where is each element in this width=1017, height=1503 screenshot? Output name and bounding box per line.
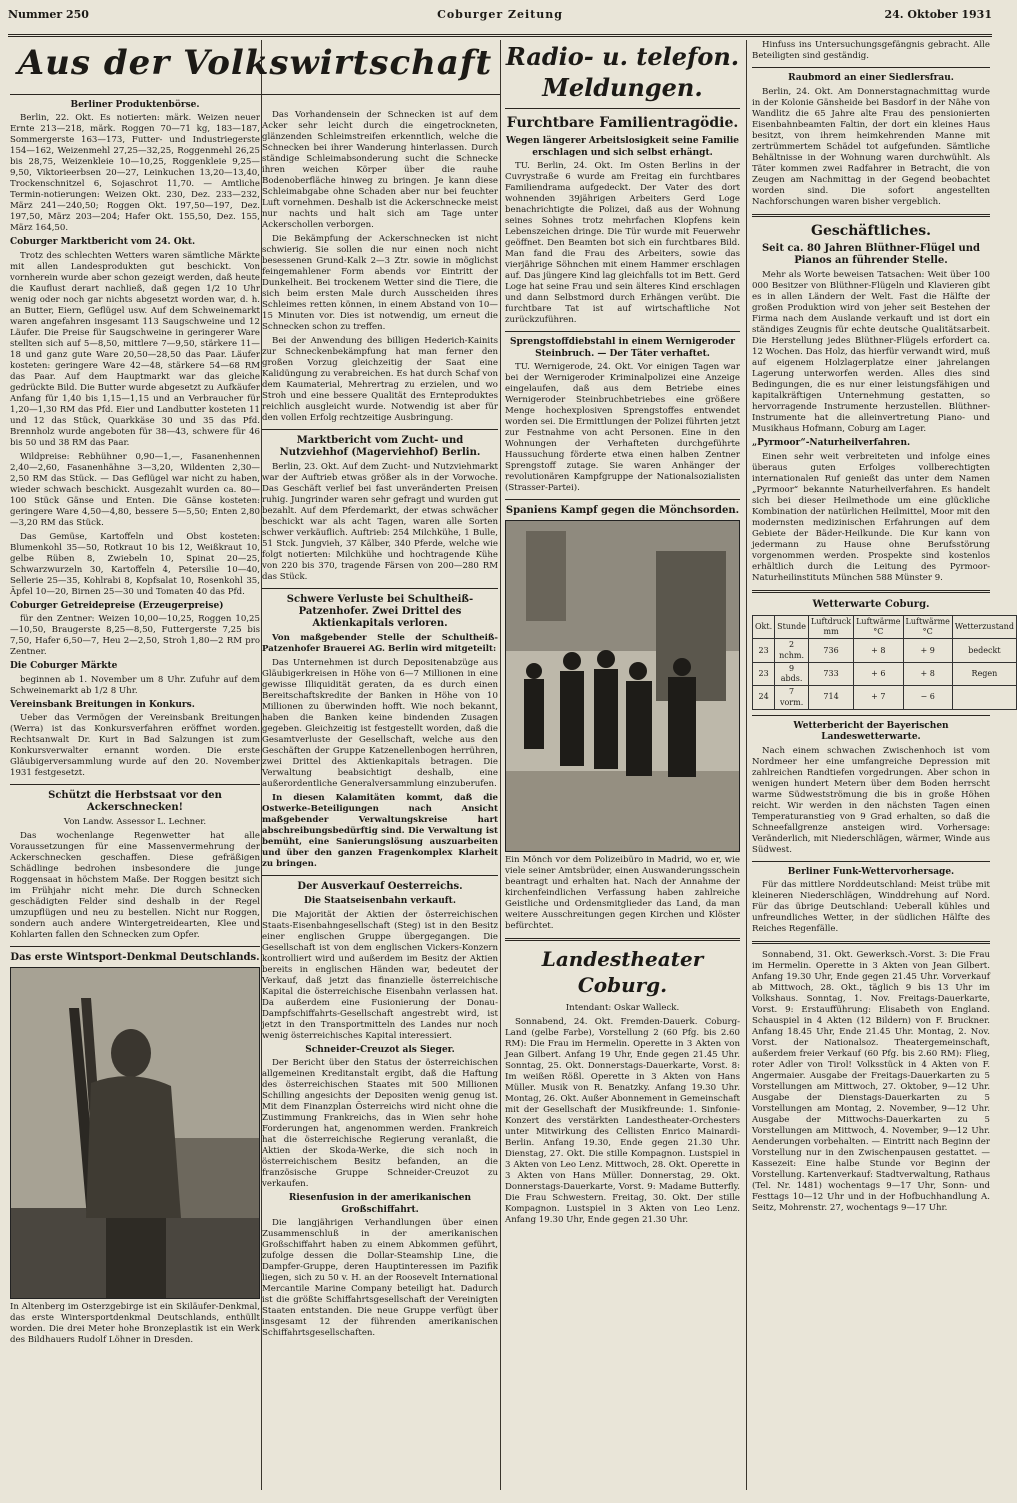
theater-program-continued: Sonnabend, 31. Okt. Gewerksch.-Vorst. 3: Die Frau im Hermelin. Operette in 3 Akten von Jean Gilbert. Anfang 19.30 Uhr, Ende gegen 21.45 Uhr. Vorverkauf ab Mittwoch, 28. Okt., täglich 9 bis 13 Uhr im Volkshaus. Sonntag, 1. Nov. Freitags-Dauerkarte, Vorst. 9: Erstaufführung: Elisabeth von England. Schauspiel in 4 Akten (12 Bildern) von F. Bruckner. Anfang 18.45 Uhr, Ende 21.45 Uhr. Montag, 2. Nov. Vorst. der Nationalsoz. Theatergemeinschaft, außerdem freier Verkauf (60 Pfg. bis 2.60 RM): Flieg, roter Adler von Tirol! Volksstück in 4 Akten von F. Angermaier. Ausgabe der Freitags-Dauerkarten zu 5 Vorstellungen am Mittwoch, 27. Oktober, 9—12 Uhr. Ausgabe der Dienstags-Dauerkarten zu 5 Vorstellungen am Montag, 2. November, 9—12 Uhr. Ausgabe der Mittwochs-Dauerkarten zu 5 Vorstellungen am Mittwoch, 4. November, 9—12 Uhr. Aenderungen vorbehalten. — Eintritt nach Beginn der Vorstellung nur in den Zwischenpausen gestattet. — Kassezeit: Eine halbe Stunde vor Beginn der Vorstellung. Kartenverkauf: Stadtverwaltung, Rathaus (Tel. Nr. 1481) wochentags 9—17 Uhr, Sonn- und Festtags 10—12 Uhr und in der Hofbuchhandlung A. Seitz, Mohrenstr. 27, wochentags 9—17 Uhr. <box>752 950 990 1214</box>
article-vereinsbank: Ueber das Vermögen der Vereinsbank Breitungen (Werra) ist das Konkursverfahren eröffnet worden. Rechtsanwalt Dr. Kurt in Bad Salzungen ist zum Konkursverwalter ernannt worden. Die erste Gläubigerversammlung wurde auf den 20. November 1931 festgesetzt. <box>10 713 260 779</box>
headline-produktenboerse: Berliner Produktenbörse. <box>70 99 200 110</box>
headline-wetterwarte: Wetterwarte Coburg. <box>812 598 930 610</box>
weather-header-row <box>753 615 1017 638</box>
column-3 <box>505 40 740 1495</box>
weather-row <box>753 662 1017 685</box>
headline-ausverkauf: Der Ausverkauf Oesterreichs. <box>297 881 463 892</box>
headline-riesenfusion: Riesenfusion in der amerikanischen Großschiffahrt. <box>288 1193 472 1215</box>
headline-maerkte: Die Coburger Märkte <box>10 661 118 672</box>
headline-geschaeftliches: Geschäftliches. <box>810 222 931 239</box>
headline-vereinsbank: Vereinsbank Breitungen in Konkurs. <box>10 699 195 710</box>
monk-police-image <box>506 521 739 851</box>
weather-header-cell: Luftwärme °C <box>854 615 903 638</box>
article-verhaftet-intro: Hinfuss ins Untersuchungsgefängnis gebracht. Alle Beteiligten sind geständig. <box>752 40 990 61</box>
divider <box>505 938 740 941</box>
divider <box>505 331 740 332</box>
theater-program: Sonnabend, 24. Okt. Fremden-Dauerk. Coburg-Land (gelbe Farbe), Vorstellung 2 (60 Pfg. bis 2.60 RM): Die Frau im Hermelin. Operette in 3 Akten von Jean Gilbert. Anfang 19 Uhr, Ende gegen 21.45 Uhr. Sonntag, 25. Okt. Donnerstags-Dauerkarte, Vorst. 8: Im weißen Rößl. Operette in 3 Akten von Hans Müller. Musik von R. Benatzky. Anfang 19.30 Uhr. Montag, 26. Okt. Außer Abonnement in Gemeinschaft mit der Gesellschaft der Musikfreunde: 1. Sinfonie-Konzert des verstärkten Landestheater-Orchesters unter Mitwirkung des Cellisten Enrico Mainardi-Berlin. Anfang 19.30, Ende gegen 21.30 Uhr. Dienstag, 27. Okt. Die stille Kompagnon. Lustspiel in 3 Akten von Leo Lenz. Mittwoch, 28. Okt. Operette in 3 Akten von Hans Müller. Donnerstag, 29. Okt. Donnerstags-Dauerkarte, Vorst. 9: Madame Butterfly. Die Frau Schwestern. Freitag, 30. Okt. Der stille Kompagnon. Lustspiel in 3 Akten von Leo Lenz. Anfang 19.30 Uhr, Ende gegen 21.30 Uhr. <box>505 1016 741 1225</box>
article-bekaempfung: Die Bekämpfung der Ackerschnecken ist nicht schwierig. Sie sollen die nur einen noch nicht besessenen Grund-Kalk 2—3 Ztr. sowie in möglichst feingemahlener Form abends vor Eintritt der Dunkelheit. Bei trockenem Wetter sind die Tiere, die sich beim ersten Male durch Ausscheiden ihres Schleimes retten können, in einem Abstand von 10—15 Minuten vor. Dies ist notwendig, um erneut die Schnecken schon zu treffen. <box>262 234 498 332</box>
article-bluethner: Mehr als Worte beweisen Tatsachen: Weit über 100 000 Besitzer von Blüthner-Flügeln und Klavieren gibt es in allen Ländern der Welt. Fast die Hälfte der großen Produktion wird von jeher seit Bestehen der Firma nach dem Auslande verkauft und ist dort ein ständiges Zeugnis für echte deutsche Qualitätsarbeit. Die Herstellung jedes Blüthner-Flügels erfordert ca. 12 Wochen. Das Holz, das hierfür verwandt wird, muß auf eigenem Holzlagerplatze einer jahrelangen Lagerung unterworfen werden. Alles dies sind Bedingungen, die es nur einer leistungsfähigen und kapitalkräftigen Unternehmung gestatten, so hervorragende Instrumente herzustellen. Blüthner-Instrumente hat die alleinvertretung Piano- und Musikhaus Hofmann, Coburg am Lager. <box>752 270 990 435</box>
weather-cell: + 9 <box>903 639 952 662</box>
divider <box>10 946 260 947</box>
article-gemuese: Das Gemüse, Kartoffeln und Obst kosteten: Blumenkohl 35—50, Rotkraut 10 bis 12, Weißkraut 10, gelbe Rüben 8, Zwiebeln 10, Spinat 20—25, Schwarzwurzeln 30, Kartoffeln 4, Petersilie 10—40, Sellerie 25—35, Kohlrabi 8, Kopfsalat 10, Rosenkohl 35, Äpfel 10—20, Birnen 25—30 und Tomaten 40 das Pfd. <box>10 531 260 597</box>
caption-spanien: Ein Mönch vor dem Polizeibüro in Madrid, wo er, wie viele seiner Amtsbrüder, einen Auswanderungsschein beantragt und erhalten hat. Nach der Annahme der kirchenfeindlichen Verfassung haben zahlreiche Geistliche und Ordensmitglieder das Land, da man weitere Ausschreitungen gegen Kirchen und Klöster befürchtet. <box>505 855 740 932</box>
column-rule <box>500 40 501 1490</box>
weather-row <box>753 686 1017 709</box>
column-2 <box>262 110 498 1495</box>
column-4 <box>752 40 1014 1495</box>
article-schultheiss: Das Unternehmen ist durch Depositenabzüge aus Gläubigerkreisen in Höhe von 6—7 Millionen in eine gewisse Illiquidität geraten, da es durch einen Bereitschaftskredite der Banken in Höhe von 10 Millionen zu überwinden hofft. Wie noch bekannt, haben die Banken keine bindenden Zusagen gegeben. Gleichzeitig ist festgestellt worden, daß die Gesamtverluste der Gesellschaft, welche aus den Geschäften der Gruppe Katzenellenbogen herrühren, zwei Drittel des Aktienkapitals betragen. Die Verwaltung beabsichtigt deshalb, eine außerordentliche Generalversammlung einzuberufen. <box>262 658 498 789</box>
photo-spanien-moench <box>505 520 740 852</box>
divider <box>752 67 990 68</box>
weather-table <box>752 615 1017 710</box>
weather-cell: 23 <box>753 639 775 662</box>
photo-ski-monument <box>10 967 260 1299</box>
weather-cell: + 8 <box>854 639 903 662</box>
issue-date: 24. Oktober 1931 <box>884 8 992 21</box>
weather-header-cell: Wetterzustand <box>952 615 1016 638</box>
weather-cell: 9 abds. <box>775 662 809 685</box>
article-raubmord: Berlin, 24. Okt. Am Donnerstagnachmittag wurde in der Kolonie Gänsheide bei Basdorf in der Nähe von Wandlitz die 65 Jahre alte Frau des pensionierten Eisenbahnbeamten Faltin, der dort ein kleines Haus besitzt, von ihrem heimkehrenden Manne mit zertrümmertem Schädel tot aufgefunden. Sämtliche Behältnisse in der Wohnung waren durchwühlt. Als Täter kommen zwei Radfahrer in Betracht, die von Zeugen am Nachmittag in der Gegend beobachtet worden sind. Die sofort angestellten Nachforschungen waren bisher vergeblich. <box>752 86 990 207</box>
headline-getreidepreise: Coburger Getreidepreise (Erzeugerpreise) <box>10 600 224 611</box>
weather-header-cell: Luftdruck mm <box>809 615 854 638</box>
section-title-volkswirtschaft: Aus der Volkswirtschaft <box>17 43 493 83</box>
article-bayer-wetter: Nach einem schwachen Zwischenhoch ist vom Nordmeer her eine umfangreiche Depression mit zahlreichen Randtiefen vorgedrungen. Aber schon in wenigen hundert Metern über dem Boden herrscht warme Südwestströmung die bis in große Höhen reicht. Wir werden in den nächsten Tagen einen Temperaturanstieg von 9 Grad erhalten, so daß die Schneefallgrenze ansteigen wird. Vorhersage: Veränderlich, mit Niederschlägen, wärmer, Winde aus Südwest. <box>752 745 990 855</box>
headline-landestheater: Landestheater Coburg. <box>541 947 704 997</box>
divider <box>262 588 498 589</box>
article-schneckenmittel: Bei der Anwendung des billigen Hederich-Kainits zur Schneckenbekämpfung hat man ferner den großen Vorzug gleichzeitig der Saat eine Kalidüngung zu verabreichen. Es hat durch Schaf von dem Kaumaterial, Mehrertrag zu erzielen, und wo Stroh und eine bessere Qualität des Ernteproduktes reichlich ausgleicht wurde. Notwendig ist aber für den vollen Erfolg rechtzeitige Ausbringung. <box>262 336 498 423</box>
article-pyrmoor: Einen sehr weit verbreiteten und infolge eines überaus guten Erfolges vollberechtigten internationalen Ruf genießt das unter dem Namen „Pyrmoor“ bekannte Naturheilverfahren. Es handelt sich bei dieser Heilmethode um eine glückliche Kombination der natürlichen Heilmittel, Moor mit den modernsten medizinischen Erfahrungen auf dem Gebiete der Bäder-Heilkunde. Die Kur kann von jedermann zu Hause ohne Berufsstörung vorgenommen werden. Prospekte sind kostenlos erhältlich durch die Leitung des Pyrmoor-Naturheilinstituts München 588 Münster 9. <box>752 451 990 583</box>
masthead <box>8 4 992 37</box>
weather-cell: 733 <box>809 662 854 685</box>
weather-cell: + 6 <box>854 662 903 685</box>
weather-cell <box>952 686 1016 709</box>
divider <box>10 784 260 785</box>
article-produktenboerse: Berlin, 22. Okt. Es notierten: märk. Weizen neuer Ernte 213—218, märk. Roggen 70—71 kg, 183—187, Sommergerste 163—173, Futter- und Industriegerste 154—162, Weizenmehl 27,25—32,25, Roggenmehl 26,25 bis 28,75, Weizenkleie 10—10,25, Roggenkleie 9,25—9,50, Viktorieerbsen 20—27, Leinkuchen 13,20—13,40, Trockenschnitzel 6, Sojaschrot 11,70. — Amtliche Termin-notierungen: Weizen Okt. 230, Dez. 233—232, März 241—240,50; Roggen Okt. 197,50—197, Dez. 197,50, März 203—204; Hafer Okt. 155,50, Dez. 155, März 164,50. <box>10 113 260 234</box>
headline-herbstsaat: Schützt die Herbstsaat vor den Ackerschnecken! <box>48 790 222 814</box>
divider <box>752 715 990 716</box>
divider <box>10 94 500 95</box>
divider <box>752 590 990 593</box>
divider <box>262 875 498 876</box>
weather-header-cell: Okt. <box>753 615 775 638</box>
divider <box>505 499 740 500</box>
headline-denkmal: Das erste Wintsport-Denkmal Deutschlands. <box>10 952 260 964</box>
headline-raubmord: Raubmord an einer Siedlersfrau. <box>788 73 954 83</box>
divider <box>505 108 740 109</box>
subhead-ausverkauf: Die Staatseisenbahn verkauft. <box>304 896 456 906</box>
divider <box>752 941 990 944</box>
subhead-schultheiss: Von maßgebender Stelle der Schultheiß-Patzenhofer Brauerei AG. Berlin wird mitgeteilt: <box>262 633 498 654</box>
weather-cell: 24 <box>753 686 775 709</box>
article-maerkte: beginnen ab 1. November um 8 Uhr. Zufuhr auf dem Schweinemarkt ab 1/2 8 Uhr. <box>10 674 260 696</box>
weather-cell: 23 <box>753 662 775 685</box>
article-schnecken-intro: Das Vorhandensein der Schnecken ist auf dem Acker sehr leicht durch die eingetrockneten, glänzenden Schleimstreifen erkenntlich, welche die Schnecken bei ihrer Wanderung hinterlassen. Durch ständige Schleimabsonderung sucht die Schnecke ihren weichen Körper über die rauhe Bodenoberfläche hinweg zu bringen. Je kann diese Schleimabgabe ohne Schaden aber nur bei feuchter Luft vornehmen. Deshalb ist die Ackerschnecke meist nur nachts und halt sich am Tage unter Ackerschollen verborgen. <box>262 110 498 230</box>
section-title-radio: Radio- u. telefon. Meldungen. <box>505 42 740 102</box>
headline-marktbericht: Coburger Marktbericht vom 24. Okt. <box>10 237 196 248</box>
divider <box>752 861 990 862</box>
theater-intendant: Intendant: Oskar Walleck. <box>565 1002 680 1013</box>
newspaper-name: Coburger Zeitung <box>437 8 563 21</box>
weather-cell: − 6 <box>903 686 952 709</box>
weather-cell: 7 vorm. <box>775 686 809 709</box>
article-schneider: Der Bericht über den Status der österreichischen allgemeinen Kreditanstalt ergibt, daß die Haftung des österreichischen Staates mit 500 Millionen Schilling angesichts der Depositen wenig genug ist. Mit dem Finanzplan Österreichs wird nicht ohne die Zustimmung Frankreichs, das in Wien sehr hohe Forderungen hat, angenommen werden. Frankreich hat die österreichische Regierung veranlaßt, die Aktien der Skoda-Werke, die sich noch in österreichischem Besitz befanden, an die französische Gruppe Schneider-Creuzot zu verkaufen. <box>262 1058 498 1190</box>
article-tragoedie: TU. Berlin, 24. Okt. Im Osten Berlins in der Cuvrystraße 6 wurde am Freitag ein furchtbares Familiendrama aufgedeckt. Der Vater des dort wohnenden 39jährigen Arbeiters Gerd Loge benachrichtigte die Polizei, daß aus der Wohnung seines Sohnes trotz mehrfachen Klopfens kein Lebenszeichen dringe. Die Tür wurde mit Feuerwehr geöffnet. Den Beamten bot sich ein furchtbares Bild. Man fand die Frau des Arbeiters, sowie das vierjährige Söhnchen mit einem Hammer erschlagen auf. Das jüngere Kind lag gleichfalls tot im Bett. Gerd Loge hat seine Frau und sein älteres Kind erschlagen und dann Selbstmord durch Erhängen verübt. Die furchtbare Tat ist auf wirtschaftliche Not zurückzuführen. <box>505 161 740 326</box>
article-funk-wetter: Für das mittlere Norddeutschland: Meist trübe mit kleineren Niederschlägen, Winddrehung auf Nord. Für das übrige Deutschland: Ueberall kühles und unfreundliches Wetter, in der südlichen Hälfte des Reiches Regenfälle. <box>752 880 990 935</box>
article-ausverkauf: Die Majorität der Aktien der österreichischen Staats-Eisenbahngesellschaft (Steg) ist in den Besitz einer englischen Gruppe übergegangen. Die Gesellschaft ist von dem englischen Vickers-Konzern kontrolliert wird und außerdem im Besitz der Aktien bereits in englischen Händen war, bedeutet der Verkauf, daß jetzt das finanzielle österreichische Kapital die österreichische Eisenbahn verlassen hat. Da außerdem eine Fusionierung der Donau-Dampfschiffahrts-Gesellschaft angestrebt wird, ist jetzt in den Transportmitteln des Landes nur noch wenig österreichisches Kapital interessiert. <box>262 909 498 1041</box>
column-rule <box>746 40 747 1490</box>
article-herbstsaat: Das wochenlange Regenwetter hat alle Voraussetzungen für eine Massenvermehrung der Ackerschnecken geschaffen. Diese gefräßigen Schädlinge bedrohen insbesondere die junge Roggensaat in höchstem Maße. Der Roggen besitzt sich im Frühjahr nicht mehr. Die durch Schnecken geschädigten Felder sind deshalb in der Regel umzupflügen und neu zu bestellen. Nicht nur Roggen, sondern auch andere Wintergetreidearten, Klee und Kohlarten fallen den Schnecken zum Opfer. <box>10 831 260 941</box>
headline-bayer-wetter: Wetterbericht der Bayerischen Landeswetterwarte. <box>793 720 949 743</box>
headline-funk-wetter: Berliner Funk-Wettervorhersage. <box>787 866 955 877</box>
headline-schneider: Schneider-Creuzot als Sieger. <box>305 1044 455 1055</box>
headline-schultheiss: Schwere Verluste bei Schultheiß-Patzenhofer. Zwei Drittel des Aktienkapitals verloren. <box>286 594 474 629</box>
article-getreidepreise: für den Zentner: Weizen 10,00—10,25, Roggen 10,25—10,50, Braugerste 8,25—8,50, Futtergerste 7,25 bis 7,50, Hafer 6,50—7, Heu 2—2,50, Stroh 1,80—2 RM pro Zentner. <box>10 614 260 658</box>
weather-row <box>753 639 1017 662</box>
weather-cell: 736 <box>809 639 854 662</box>
article-wildpreise: Wildpreise: Rebhühner 0,90—1,—, Fasanenhennen 2,40—2,60, Fasanenhähne 3—3,20, Wildenten 2,30—2,50 RM das Stück. — Das Geflügel war nicht zu haben, wieder schwach beschickt. Ausgezahlt wurden ca. 80—100 Stück Gänse und Enten. Die Gänse kosteten: geringere Ware 4,50—4,80, bessere 5—5,50; Enten 2,80—3,20 RM das Stück. <box>10 451 260 528</box>
article-sprengstoff: TU. Wernigerode, 24. Okt. Vor einigen Tagen war bei der Wernigeroder Kriminalpolizei eine Anzeige eingelaufen, daß aus dem Betriebe eines Wernigeroder Steinbruchbetriebes eine größere Menge hochexplosiven Sprengstoffes entwendet worden sei. Die Ermittlungen der Polizei führten jetzt zur Festnahme von acht Personen. Eine in den Wohnungen der Verhafteten durchgeführte Haussuchung förderte etwa einen halben Zentner Sprengstoff zutage. Sie waren Anhänger der revolutionären Kampfgruppe der Nationalsozialisten (Strasser-Partei). <box>505 362 740 494</box>
article-marktbericht: Trotz des schlechten Wetters waren sämtliche Märkte mit allen Landesprodukten gut beschickt. Von vornherein wurde aber schon gezeigt werden, daß heute die Kauflust derart nachließ, daß gegen 1/2 10 Uhr wenig oder noch gar nichts abgesetzt worden war, d. h. an Butter, Eiern, Geflügel usw. Auf dem Schweinemarkt waren angefahren insgesamt 113 Saugschweine und 12 Läufer. Die Preise für Saugschweine in geringerer Ware stellten sich auf 5—8,50, mittlere 7—9,50, stärkere 11—18 und ganz gute Ware 20,50—28,50 das Paar. Läufer kosteten: geringere Ware 42—48, stärkere 54—68 RM das Paar. Auf dem Hauptmarkt war das gleiche gedrückte Bild. Die Butter wurde abgesetzt zu Aufkäufer Anfang für 1,40 bis 1,15—1,15 und an Verbraucher für 1,20—1,30 RM das Pfd. Eier und Landbutter kosteten 11 und 12 das Stück, Quarkkäse 30 und 35 das Pfd. Brennholz wurde angeboten für 38—43, schwere für 46 bis 50 und 38 RM das Paar. <box>10 250 260 448</box>
weather-cell: + 8 <box>903 662 952 685</box>
divider <box>752 214 990 217</box>
headline-pyrmoor: „Pyrmoor“-Naturheilverfahren. <box>752 438 911 449</box>
weather-header-cell: Stunde <box>775 615 809 638</box>
ski-monument-image <box>11 968 259 1298</box>
weather-cell: Regen <box>952 662 1016 685</box>
article-riesenfusion: Die langjährigen Verhandlungen über einen Zusammenschluß in der amerikanischen Großschiffahrt haben zu einem Abkommen geführt, zufolge dessen die Dollar-Steamship Line, die Dampfer-Gruppe, deren Hauptinteressen im Pazifik liegen, sich zu 50 v. H. an der Roosevelt International Mercantile Marine Company beteiligt hat. Dadurch ist die größte Schiffahrtsgesellschaft der Vereinigten Staaten entstanden. Die neue Gruppe verfügt über insgesamt 12 der führenden amerikanischen Schiffahrtsgesellschaften. <box>262 1218 498 1339</box>
divider <box>262 429 498 430</box>
headline-sprengstoff: Sprengstoffdiebstahl in einem Wernigeroder Steinbruch. — Der Täter verhaftet. <box>509 337 736 359</box>
weather-cell: 2 nchm. <box>775 639 809 662</box>
headline-viehhof: Marktbericht vom Zucht- und Nutzviehhof (Magerviehhof) Berlin. <box>279 435 481 458</box>
headline-spanien: Spaniens Kampf gegen die Mönchsorden. <box>505 505 740 517</box>
headline-bluethner: Seit ca. 80 Jahren Blüthner-Flügel und Pianos an führender Stelle. <box>761 243 981 267</box>
article-kalamitaeten: In diesen Kalamitäten kommt, daß die Ostwerke-Beteiligungen nach Ansicht maßgebender Verwaltungskreise hart abschreibungsbedürftig sind. Die Verwaltung ist bemüht, eine Sanierungslösung auszuarbeiten und über den ganzen Fragenkomplex Klarheit zu bringen. <box>262 793 498 869</box>
headline-tragoedie: Furchtbare Familientragödie. <box>506 115 739 132</box>
weather-header-cell: Luftwärme °C <box>903 615 952 638</box>
article-viehhof: Berlin, 23. Okt. Auf dem Zucht- und Nutzviehmarkt war der Auftrieb etwas größer als in der Vorwoche. Das Geschäft verlief bei fast unveränderten Preisen ruhig. Jungrinder waren sehr gefragt und wurden gut bezahlt. Auf dem Pferdemarkt, der etwas schwächer beschickt war als acht Tagen, waren alle Sorten schwer verkäuflich. Auftrieb: 254 Milchkühe, 1 Bulle, 51 Stck. Jungvieh, 37 Kälber, 340 Pferde, welche wie folgt notierten: Milchkühe und hochtragende Kühe von 220 bis 370, tragende Färsen von 200—280 RM das Stück. <box>262 462 498 582</box>
issue-number: Nummer 250 <box>8 8 89 21</box>
weather-cell: bedeckt <box>952 639 1016 662</box>
weather-cell: 714 <box>809 686 854 709</box>
caption-denkmal: In Altenberg im Osterzgebirge ist ein Skiläufer-Denkmal, das erste Wintersportdenkmal Deutschlands, enthüllt worden. Die drei Meter hohe Bronzeplastik ist ein Werk des Bildhauers Rudolf Löhner in Dresden. <box>10 1302 260 1346</box>
weather-cell: + 7 <box>854 686 903 709</box>
byline-lechner: Von Landw. Assessor L. Lechner. <box>63 817 207 828</box>
subhead-tragoedie: Wegen längerer Arbeitslosigkeit seine Familie erschlagen und sich selbst erhängt. <box>505 136 740 158</box>
